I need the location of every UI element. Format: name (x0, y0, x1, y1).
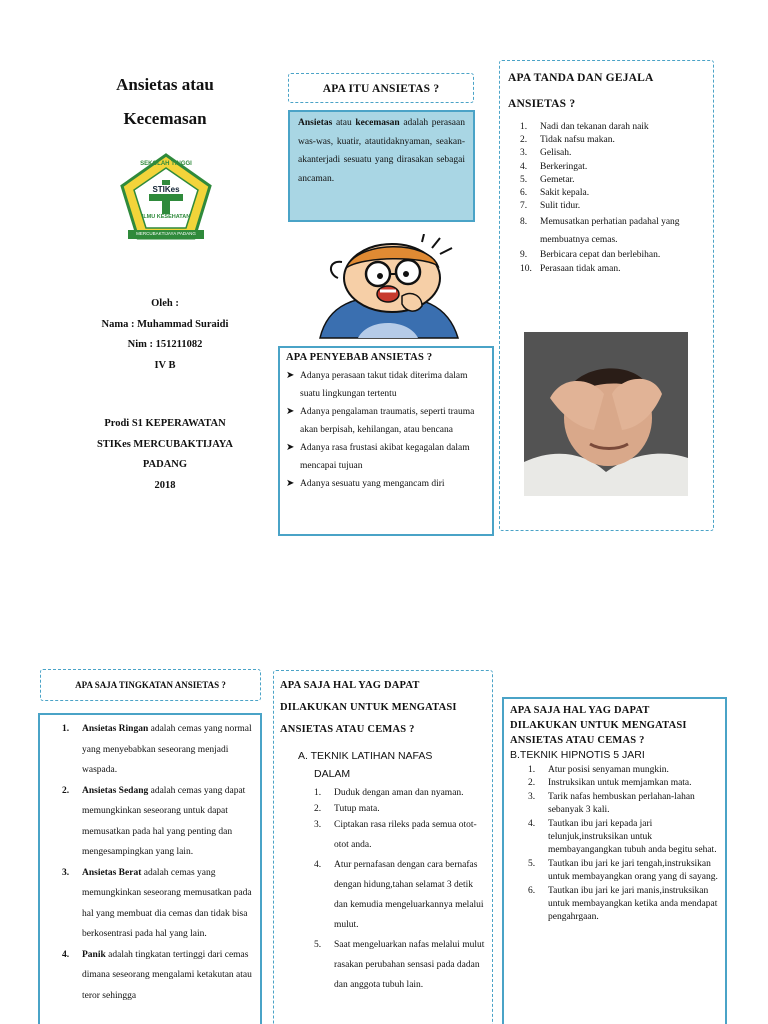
coping-b-item-text: Tautkan ibu jari kepada jari telunjuk,instruksikan untuk membayangangkan tubuh anda begitu sehat. (548, 818, 717, 856)
arrow-bullet-icon: ➤ (286, 478, 295, 489)
symptoms-item: 5. Gemetar. (520, 174, 575, 185)
causes-item-text: Adanya pengalaman traumatis, seperti trauma akan berpisah, kehilangan, atau bencana (300, 407, 475, 435)
coping-a-item-text: Ciptakan rasa rileks pada semua otot-otot anda. (334, 820, 477, 850)
arrow-bullet-icon: ➤ (286, 442, 295, 453)
what-is-heading: APA ITU ANSIETAS ? (322, 83, 440, 95)
causes-item (286, 439, 486, 475)
year: 2018 (154, 479, 176, 491)
institution-block (60, 414, 270, 496)
causes-list (286, 367, 486, 493)
levels-item: 2. Ansietas Sedang adalah cemas yang dapat memungkinkan seseorang untuk dapat memusatkan pada hal yang penting dan mengesampingkan yang lain. (62, 785, 246, 857)
symptoms-item-text: Sakit kepala. (540, 188, 590, 199)
symptoms-heading (508, 65, 707, 117)
coping-a-subheading (298, 747, 486, 783)
levels-item-desc: adalah cemas yang normal yang menyebabkan seseorang menjadi waspada. (82, 724, 252, 775)
symptoms-item-text: Memusatkan perhatian padahal yang membuatnya cemas. (540, 217, 680, 246)
author-block (70, 294, 260, 376)
coping-a-item: 3. Ciptakan rasa rileks pada semua otot-otot anda. (314, 820, 477, 850)
coping-a-box (273, 670, 493, 1024)
coping-a-item: 1. Duduk dengan aman dan nyaman. (314, 788, 464, 798)
arrow-bullet-icon: ➤ (286, 406, 295, 417)
symptoms-item: 3. Gelisah. (520, 148, 572, 159)
causes-item (286, 475, 486, 493)
symptoms-item: 9. Berbicara cepat dan berlebihan. (520, 250, 661, 261)
symptoms-item: 1. Nadi dan tekanan darah naik (520, 122, 649, 132)
symptoms-item-text: Berkeringat. (540, 161, 588, 172)
causes-item (286, 403, 486, 439)
coping-b-item: 5. Tautkan ibu jari ke jari tengah,instruksikan untuk membayangkan orang yang di sayang. (528, 858, 718, 883)
definition-term2: kecemasan (355, 118, 400, 128)
symptoms-heading-line1: APA TANDA DAN GEJALA (508, 72, 654, 84)
symptoms-item: 6. Sakit kepala. (520, 188, 590, 199)
levels-heading: APA SAJA TINGKATAN ANSIETAS ? (75, 680, 226, 690)
coping-b-heading-line1: APA SAJA HAL YAG DAPAT (510, 705, 650, 716)
author-nim: Nim : 151211082 (127, 339, 203, 350)
symptoms-item-text: Nadi dan tekanan darah naik (540, 122, 649, 132)
coping-b-box (502, 697, 727, 1024)
school-name: STIKes MERCUBAKTIJAYA (96, 438, 234, 450)
coping-a-subheading-line1: A. TEKNIK LATIHAN NAFAS (298, 750, 433, 762)
coping-a-item-text: Duduk dengan aman dan nyaman. (334, 788, 464, 798)
anxious-cartoon-illustration (318, 234, 460, 340)
levels-heading-box (40, 669, 261, 701)
levels-item-term: Ansietas Ringan (82, 724, 149, 734)
coping-b-item-text: Tautkan ibu jari ke jari tengah,instruksikan untuk membayangkan orang yang di sayang. (548, 858, 718, 883)
cover-title (70, 68, 260, 136)
coping-b-item: 2. Instruksikan untuk memjamkan mata. (528, 778, 692, 789)
logo-arc-top: SEKOLAH TINGGI (140, 161, 192, 167)
levels-item-term: Ansietas Sedang (82, 785, 149, 796)
coping-b-heading (510, 703, 719, 748)
city: PADANG (142, 459, 188, 470)
levels-item-desc: adalah cemas yang dapat memungkinkan seseorang untuk dapat memusatkan pada hal yang penting dan mengesampingkan yang lain. (82, 785, 246, 857)
coping-a-subheading-line2: DALAM (314, 768, 351, 780)
levels-item-term: Panik (82, 949, 106, 960)
causes-item-text: Adanya sesuatu yang mengancam diri (300, 479, 445, 489)
coping-a-item: 4. Atur pernafasan dengan cara bernafas dengan hidung,tahan selamat 3 detik dan kemudia mengeluarkannya melalui mulut. (314, 860, 484, 930)
symptoms-item-text: Tidak nafsu makan. (540, 135, 615, 146)
symptoms-heading-line2: ANSIETAS ? (508, 98, 576, 110)
coping-b-item-text: Instruksikan untuk memjamkan mata. (548, 778, 692, 789)
levels-list (62, 719, 254, 1006)
causes-item-text: Adanya perasaan takut tidak diterima dalam suatu lingkungan tertentu (300, 371, 468, 399)
what-is-heading-box (288, 73, 474, 103)
symptoms-item: 4. Berkeringat. (520, 161, 588, 172)
causes-item (286, 367, 486, 403)
logo-ribbon: MERCUBAKTIJAYA PADANG (136, 231, 196, 236)
causes-item-text: Adanya rasa frustasi akibat kegagalan dalam mencapai tujuan (300, 443, 470, 471)
coping-a-item-text: Tutup mata. (334, 804, 380, 814)
prodi: Prodi S1 KEPERAWATAN (104, 418, 226, 429)
levels-item: 3. Ansietas Berat adalah cemas yang memungkinkan seseorang memusatkan pada hal yang membuat dia cemas dan tidak bisa berkosentrasi pada hal yang lain. (62, 867, 252, 939)
levels-box (38, 713, 262, 1024)
coping-a-heading-line3: ANSIETAS ATAU CEMAS ? (280, 724, 415, 735)
coping-a-item-text: Saat mengeluarkan nafas melalui mulut rasakan perubahan sensasi pada dadan dan anggota tubuh lain. (334, 940, 485, 990)
coping-b-item-text: Tautkan ibu jari ke jari manis,instruksikan untuk membayangkan ketika anda mendapat pengahrgaan. (548, 885, 718, 923)
coping-b-list (528, 764, 719, 925)
coping-b-item: 4. Tautkan ibu jari kepada jari telunjuk,instruksikan untuk membayangangkan tubuh anda begitu sehat. (528, 818, 717, 856)
symptoms-item: 2. Tidak nafsu makan. (520, 135, 615, 146)
coping-b-item-text: Atur posisi senyaman mungkin. (548, 765, 669, 775)
symptoms-item: 7. Sulit tidur. (520, 201, 581, 212)
definition-term1: Ansietas (298, 118, 333, 128)
coping-a-heading-line2: DILAKUKAN UNTUK MENGATASI (280, 702, 457, 713)
coping-b-item: 3. Tarik nafas hembuskan perlahan-lahan sebanyak 3 kali. (528, 791, 695, 816)
symptoms-list (520, 121, 707, 276)
coping-b-item: 1. Atur posisi senyaman mungkin. (528, 765, 669, 775)
coping-a-heading (280, 675, 486, 741)
coping-b-item-text: Tarik nafas hembuskan perlahan-lahan sebanyak 3 kali. (548, 791, 695, 816)
coping-b-heading-line3: ANSIETAS ATAU CEMAS ? (510, 735, 645, 746)
symptoms-item-text: Gelisah. (540, 148, 572, 159)
cover-title-line1: Ansietas atau (116, 75, 214, 94)
levels-item: 1. Ansietas Ringan adalah cemas yang normal yang menyebabkan seseorang menjadi waspada. (62, 724, 252, 775)
levels-item-desc: adalah cemas yang memungkinkan seseorang memusatkan pada hal yang membuat dia cemas dan tidak bisa berkosentrasi pada hal yang lain. (82, 867, 252, 939)
logo-abbrev: STIKes (148, 185, 184, 194)
stressed-person-photo (524, 332, 688, 496)
levels-item-desc: adalah tingkatan tertinggi dari cemas dimana seseorang mengalami ketakutan atau teror sehingga (82, 949, 252, 1001)
levels-item: 4. Panik adalah tingkatan tertinggi dari cemas dimana seseorang mengalami ketakutan atau teror sehingga (62, 949, 252, 1001)
symptoms-item-text: Gemetar. (540, 174, 575, 185)
symptoms-item-text: Sulit tidur. (540, 201, 581, 212)
symptoms-item-text: Berbicara cepat dan berlebihan. (540, 250, 661, 261)
definition-text: adalah perasaan was-was, kuatir, atautidaknyaman, seakan-akanterjadi sesuatu yang dirasakan sebagai ancaman. (298, 118, 465, 184)
coping-b-heading-line2: DILAKUKAN UNTUK MENGATASI (510, 720, 687, 731)
causes-heading: APA PENYEBAB ANSIETAS ? (286, 352, 433, 363)
definition-box (288, 110, 475, 222)
coping-a-list (314, 783, 486, 995)
coping-a-item: 2. Tutup mata. (314, 804, 380, 814)
coping-b-subheading: B.TEKNIK HIPNOTIS 5 JARI (510, 749, 645, 761)
coping-a-heading-line1: APA SAJA HAL YAG DAPAT (280, 680, 420, 691)
causes-box (278, 346, 494, 536)
coping-a-item-text: Atur pernafasan dengan cara bernafas dengan hidung,tahan selamat 3 detik dan kemudia mengeluarkannya melalui mulut. (334, 860, 484, 930)
symptoms-item: 10. Perasaan tidak aman. (520, 263, 621, 274)
coping-b-item: 6. Tautkan ibu jari ke jari manis,instruksikan untuk membayangkan ketika anda mendapat pengahrgaan. (528, 885, 718, 923)
coping-a-item: 5. Saat mengeluarkan nafas melalui mulut rasakan perubahan sensasi pada dadan dan anggota tubuh lain. (314, 940, 485, 990)
symptoms-item: 8. Memusatkan perhatian padahal yang membuatnya cemas. (520, 217, 680, 246)
by-label: Oleh : (151, 298, 179, 309)
author-name: Nama : Muhammad Suraidi (101, 318, 229, 330)
cover-title-line2: Kecemasan (123, 109, 207, 128)
school-logo (118, 152, 214, 244)
arrow-bullet-icon: ➤ (286, 370, 295, 381)
author-class: IV B (154, 359, 176, 371)
logo-arc-bottom: ILMU KESEHATAN (141, 214, 191, 220)
levels-item-term: Ansietas Berat (82, 867, 142, 878)
definition-atau: atau (332, 118, 356, 128)
symptoms-item-text: Perasaan tidak aman. (540, 263, 621, 274)
